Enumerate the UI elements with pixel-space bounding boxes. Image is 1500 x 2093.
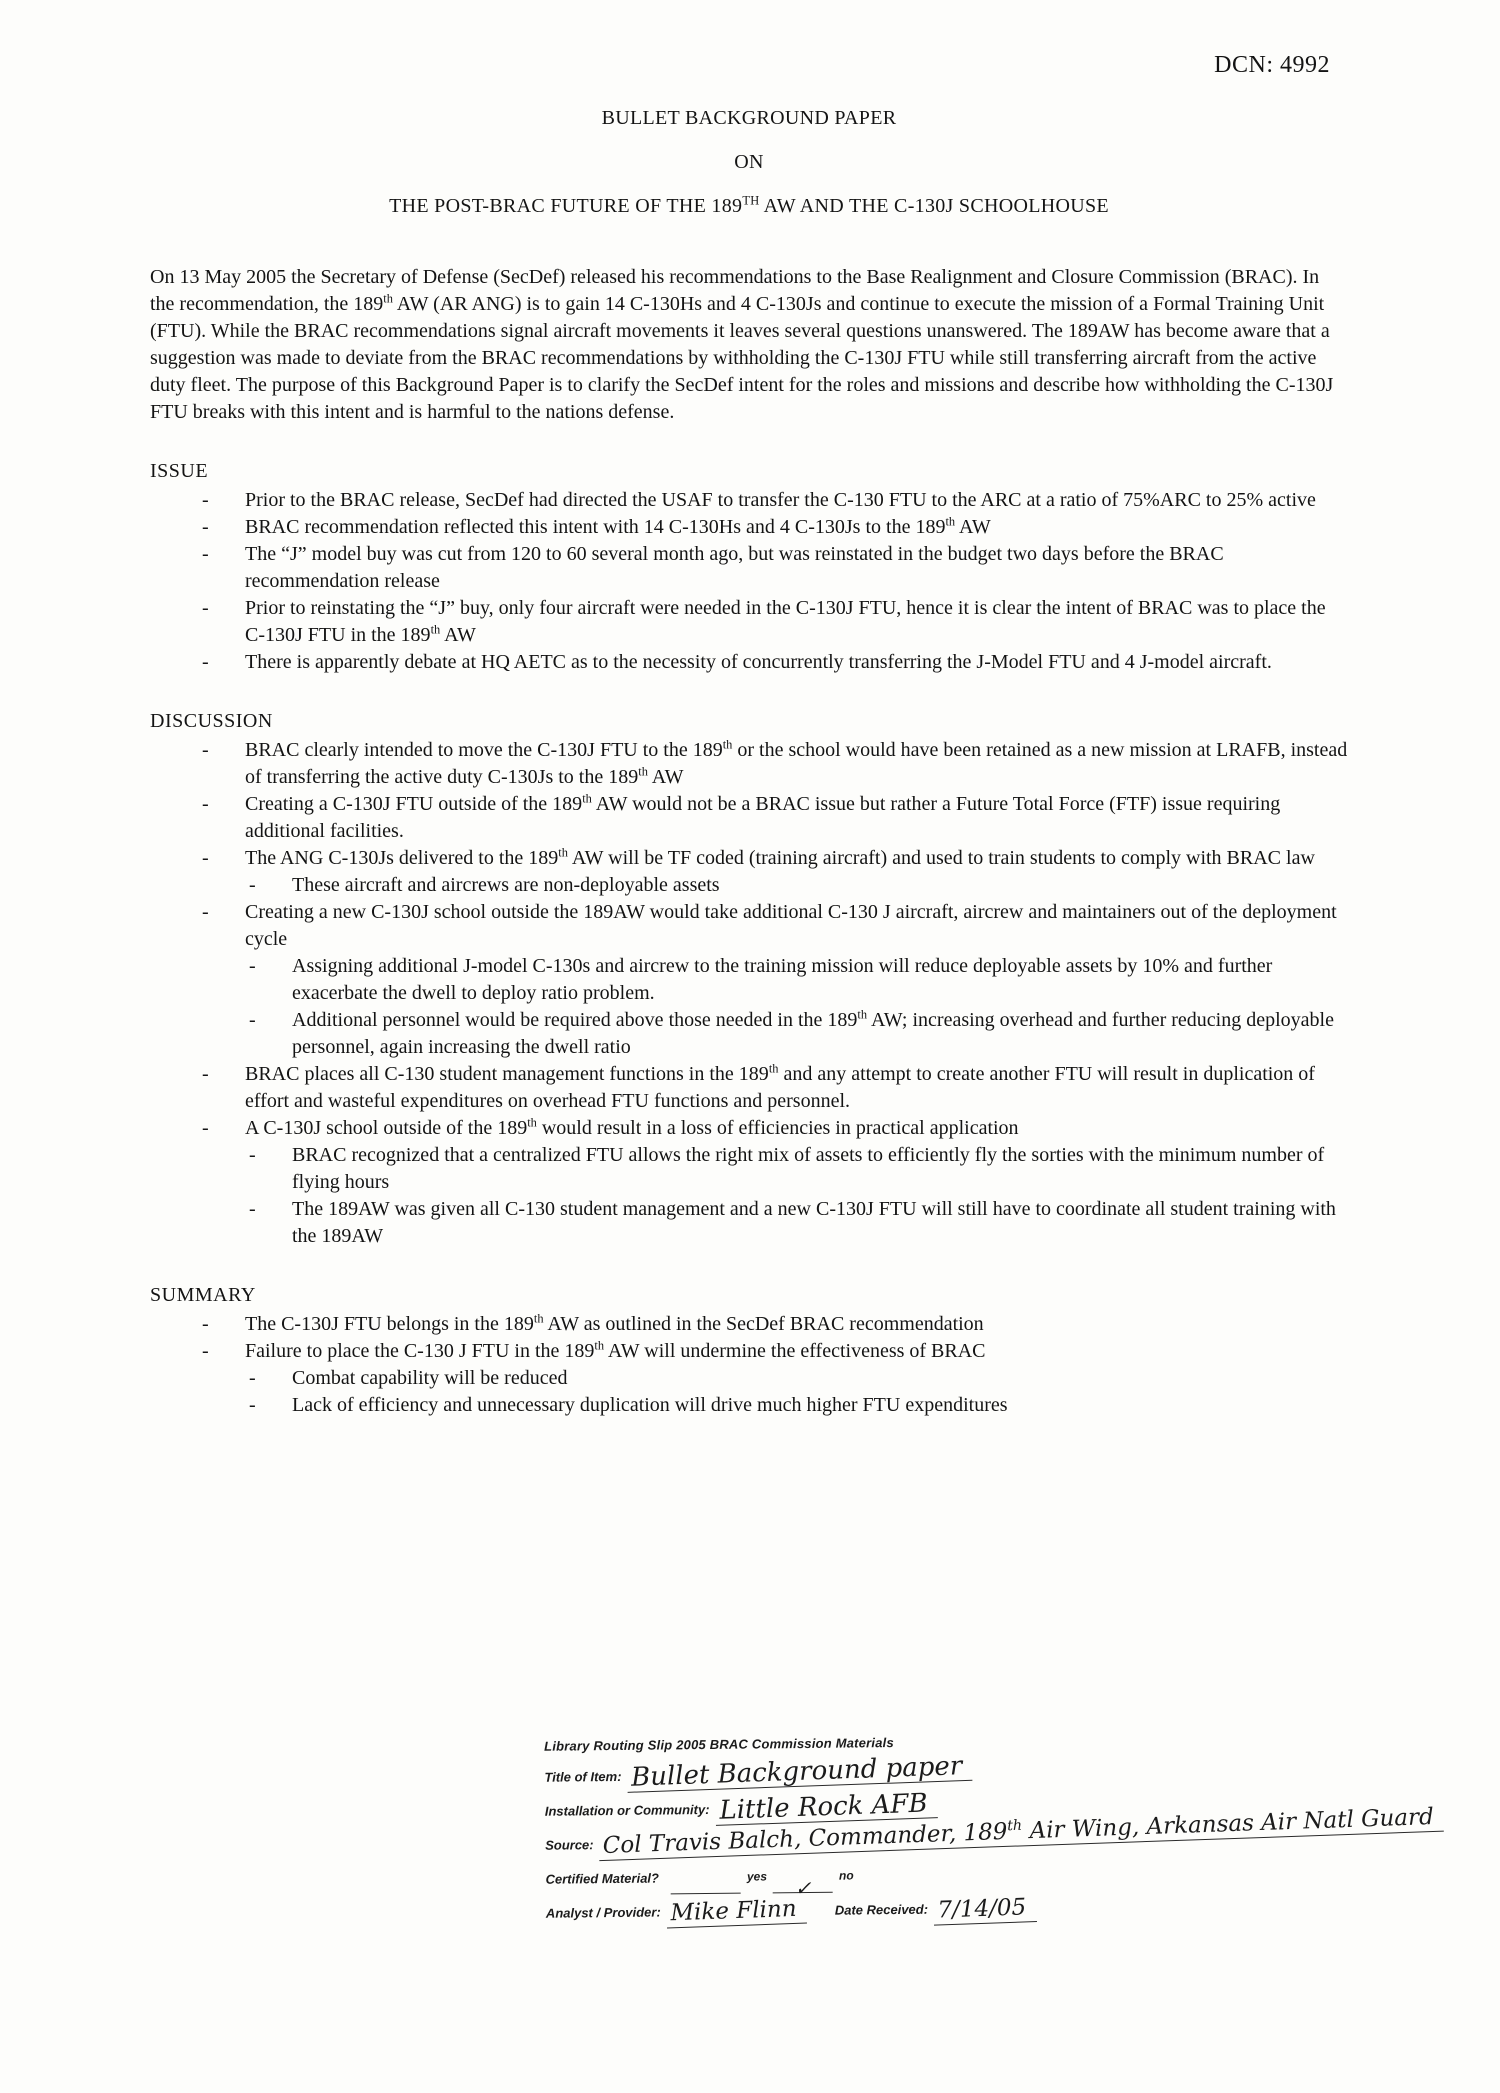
bullet-item: - BRAC recommendation reflected this intent with 14 C-130Hs and 4 C-130Js to the 189th AW: [150, 514, 1348, 541]
bullet-item-sub: - Combat capability will be reduced: [150, 1365, 1348, 1392]
bullet-item: - BRAC places all C-130 student management functions in the 189th and any attempt to create another FTU will result in duplication of effort and wasteful expenditures on overhead FTU functions and personnel.: [150, 1061, 1348, 1115]
bullet-item: - The “J” model buy was cut from 120 to 60 several month ago, but was reinstated in the budget two days before the BRAC recommendation release: [150, 541, 1348, 595]
section-heading-discussion: DISCUSSION: [150, 710, 273, 732]
discussion-bullet-list: [150, 737, 1348, 1250]
slip-row-title: [544, 1751, 1444, 1793]
bullet-item-sub: - The 189AW was given all C-130 student management and a new C-130J FTU will still have to coordinate all student training with the 189AW: [150, 1196, 1348, 1250]
installation-value: Little Rock AFB: [715, 1790, 938, 1826]
issue-bullet-list: [150, 487, 1348, 676]
section-issue: [150, 458, 1348, 676]
analyst-provider-label: Analyst / Provider:: [545, 1904, 661, 1921]
source-label: Source:: [545, 1837, 594, 1853]
intro-paragraph: On 13 May 2005 the Secretary of Defense (SecDef) released his recommendations to the Base Realignment and Closure Commission (BRAC). In the recommendation, the 189th AW (AR ANG) is to gain 14 C-130Hs and 4 C-130Js and continue to execute the mission of a Formal Training Unit (FTU). While the BRAC recommendations signal aircraft movements it leaves several questions unanswered. The 189AW has become aware that a suggestion was made to deviate from the BRAC recommendations by withholding the C-130J FTU while still transferring aircraft from the active duty fleet. The purpose of this Background Paper is to clarify the SecDef intent for the roles and missions and describe how withholding the C-130J FTU breaks with this intent and is harmful to the nations defense.: [150, 266, 1334, 423]
date-received-value: 7/14/05: [933, 1894, 1037, 1926]
title-of-item-label: Title of Item:: [544, 1768, 622, 1785]
library-routing-slip: [544, 1723, 1446, 1929]
certified-material-label: Certified Material?: [545, 1870, 660, 1887]
bullet-item: - Prior to the BRAC release, SecDef had directed the USAF to transfer the C-130 FTU to the ARC at a ratio of 75%ARC to 25% active: [150, 487, 1348, 514]
bullet-item-sub: - Lack of efficiency and unnecessary duplication will drive much higher FTU expenditures: [150, 1392, 1348, 1419]
section-summary: [150, 1282, 1348, 1419]
bullet-item: - The ANG C-130Js delivered to the 189th AW will be TF coded (training aircraft) and used to train students to comply with BRAC law: [150, 845, 1348, 872]
section-heading-summary: SUMMARY: [150, 1284, 256, 1306]
certified-no-label: no: [838, 1868, 854, 1883]
routing-slip-header: Library Routing Slip 2005 BRAC Commission Materials: [544, 1735, 894, 1754]
certified-no-blank: [773, 1875, 833, 1901]
bullet-item: - Creating a C-130J FTU outside of the 189th AW would not be a BRAC issue but rather a Future Total Force (FTF) issue requiring additional facilities.: [150, 791, 1348, 845]
bullet-item-sub: - Assigning additional J-model C-130s and aircrew to the training mission will reduce deployable assets by 10% and further exacerbate the dwell to deploy ratio problem.: [150, 953, 1348, 1007]
section-discussion: [150, 708, 1348, 1250]
slip-row-analyst: [546, 1890, 1446, 1929]
document-title: BULLET BACKGROUND PAPER: [601, 107, 897, 129]
section-heading-issue: ISSUE: [150, 460, 209, 482]
certified-yes-blank: [671, 1877, 741, 1895]
bullet-item: - BRAC clearly intended to move the C-130J FTU to the 189th or the school would have been retained as a new mission at LRAFB, instead of transferring the active duty C-130Js to the 189th AW: [150, 737, 1348, 791]
bullet-item: - Failure to place the C-130 J FTU in the 189th AW will undermine the effectiveness of BRAC: [150, 1338, 1348, 1365]
date-received-label: Date Received:: [834, 1901, 929, 1918]
installation-label: Installation or Community:: [544, 1801, 710, 1819]
bullet-item: - There is apparently debate at HQ AETC as to the necessity of concurrently transferring the J-Model FTU and 4 J-model aircraft.: [150, 649, 1348, 676]
dcn-number: DCN: 4992: [1214, 52, 1330, 78]
bullet-item-sub: - BRAC recognized that a centralized FTU allows the right mix of assets to efficiently fly the sorties with the minimum number of flying hours: [150, 1142, 1348, 1196]
analyst-provider-value: Mike Flinn: [666, 1896, 807, 1929]
title-block: [150, 105, 1348, 220]
checkmark: ✓: [794, 1875, 812, 1901]
title-connector: ON: [734, 151, 764, 173]
document-subtitle: THE POST-BRAC FUTURE OF THE 189TH AW AND THE C-130J SCHOOLHOUSE: [389, 193, 1109, 217]
certified-yes-label: yes: [746, 1869, 768, 1884]
bullet-item: - The C-130J FTU belongs in the 189th AW as outlined in the SecDef BRAC recommendation: [150, 1311, 1348, 1338]
title-of-item-value: Bullet Background paper: [627, 1753, 973, 1793]
slip-row-certified: [545, 1856, 1445, 1901]
summary-bullet-list: [150, 1311, 1348, 1419]
bullet-item: - Prior to reinstating the “J” buy, only four aircraft were needed in the C-130J FTU, hence it is clear the intent of BRAC was to place the C-130J FTU in the 189th AW: [150, 595, 1348, 649]
bullet-item-sub: - These aircraft and aircrews are non-deployable assets: [150, 872, 1348, 899]
bullet-item-sub: - Additional personnel would be required above those needed in the 189th AW; increasing overhead and further reducing deployable personnel, again increasing the dwell ratio: [150, 1007, 1348, 1061]
source-value: Col Travis Balch, Commander, 189th Air Wing, Arkansas Air Natl Guard: [599, 1804, 1445, 1861]
bullet-item: - Creating a new C-130J school outside the 189AW would take additional C-130 J aircraft, aircrew and maintainers out of the deployment cycle: [150, 899, 1348, 953]
bullet-item: - A C-130J school outside of the 189th would result in a loss of efficiencies in practical application: [150, 1115, 1348, 1142]
